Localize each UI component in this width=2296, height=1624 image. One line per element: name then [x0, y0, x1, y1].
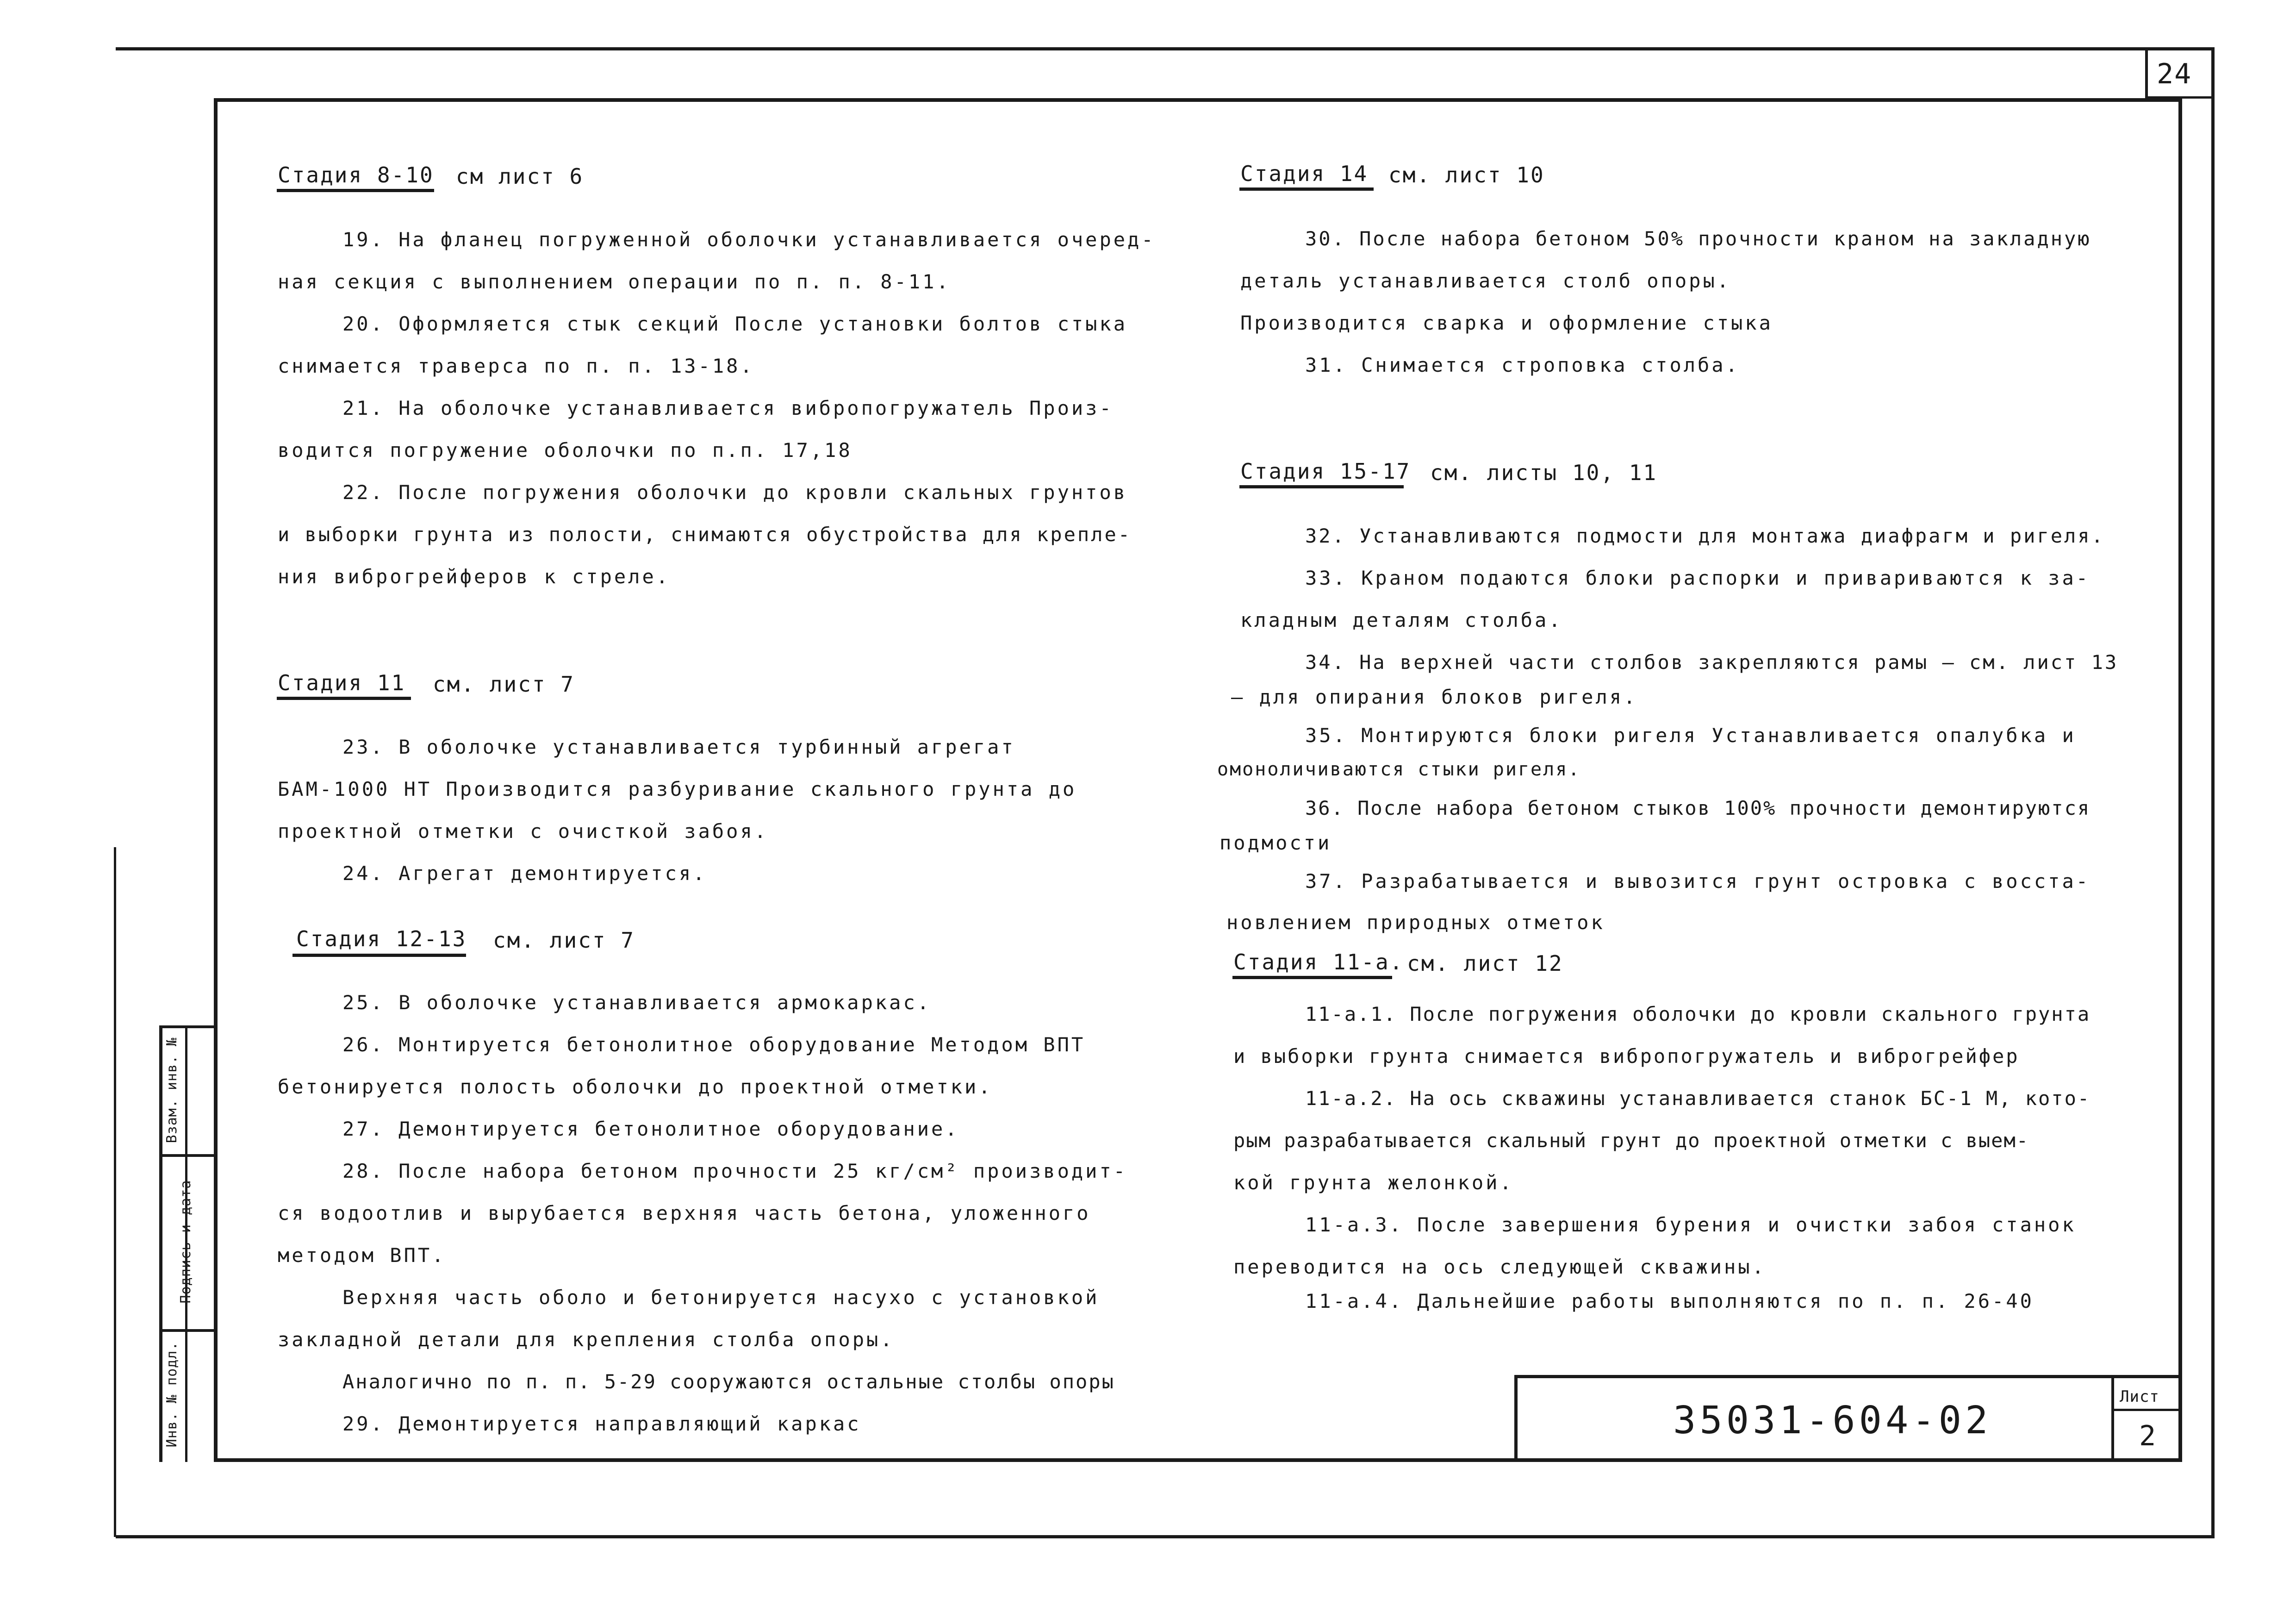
left-margin-line — [114, 847, 116, 1537]
stage-11-line: БАМ-1000 НТ Производится разбуривание скального грунта до — [278, 778, 1077, 800]
stage-11a-line: 11-а.3. После завершения бурения и очистки забоя станок — [1305, 1213, 2076, 1236]
stage-11a-line: 11-а.1. После погружения оболочки до кровли скального грунта — [1305, 1003, 2091, 1025]
right-border-line — [2211, 47, 2215, 1538]
stage-12-13-line: закладной детали для крепления столба опоры. — [278, 1328, 895, 1351]
stage-11-line: 23. В оболочке устанавливается турбинный агрегат — [342, 736, 1015, 758]
stage-11-title: Стадия 11 — [278, 670, 406, 695]
stage-12-13-line: ся водоотлив и вырубается верхняя часть бетона, уложенного — [278, 1202, 1091, 1224]
stage-12-13-line: 26. Монтируется бетонолитное оборудование Методом ВПТ — [342, 1033, 1086, 1056]
title-block-sheet-row — [2111, 1409, 2182, 1411]
stage-15-17-ref: см. листы 10, 11 — [1430, 460, 1658, 485]
stage-14-underline — [1239, 187, 1374, 191]
stage-8-10-line: водится погружение оболочки по п.п. 17,18 — [278, 439, 852, 462]
top-border-line — [116, 47, 2215, 50]
stage-15-17-line: 34. На верхней части столбов закрепляются рамы – см. лист 13 — [1305, 651, 2119, 674]
stage-15-17-line: 32. Устанавливаются подмости для монтажа диафрагм и ригеля. — [1305, 525, 2105, 547]
stage-12-13-line: 29. Демонтируется направляющий каркас — [342, 1412, 861, 1435]
stage-12-13-line: бетонируется полость оболочки до проектной отметки. — [278, 1075, 993, 1098]
stage-11a-ref: см. лист 12 — [1407, 951, 1563, 976]
stage-15-17-line: подмости — [1220, 831, 1332, 854]
stage-15-17-line: 37. Разрабатывается и вывозится грунт островка с восста- — [1305, 870, 2091, 893]
stage-11a-title: Стадия 11-а. — [1233, 949, 1404, 974]
sheet-number: 2 — [2139, 1420, 2156, 1452]
stamp-replaced-inventory: Взам. инв. № — [164, 1037, 180, 1143]
stage-15-17-line: 35. Монтируются блоки ригеля Устанавливается опалубка и — [1305, 724, 2076, 747]
stamp-outer-left — [159, 1025, 162, 1462]
stage-15-17-line: 33. Краном подаются блоки распорки и привариваются к за- — [1305, 567, 2091, 589]
title-block-sheet-divider — [2111, 1375, 2114, 1462]
stage-12-13-line: методом ВПТ. — [278, 1244, 446, 1267]
stage-11a-underline — [1232, 976, 1392, 979]
stage-15-17-title: Стадия 15-17 — [1240, 459, 1411, 484]
title-block-top — [1514, 1375, 2182, 1378]
stage-12-13-line: 25. В оболочке устанавливается армокаркас. — [342, 991, 932, 1014]
stage-12-13-title: Стадия 12-13 — [296, 926, 467, 951]
bottom-border-line — [116, 1535, 2215, 1538]
stage-15-17-line: новлением природных отметок — [1226, 911, 1605, 934]
stage-11a-line: кой грунта желонкой. — [1233, 1171, 1514, 1194]
stage-8-10-line: 19. На фланец погруженной оболочки устанавливается очеред- — [342, 228, 1156, 251]
stage-12-13-line: 27. Демонтируется бетонолитное оборудование. — [342, 1118, 959, 1140]
stage-11a-line: переводится на ось следующей скважины. — [1233, 1255, 1766, 1278]
stage-8-10-line: 21. На оболочке устанавливается вибропогружатель Произ- — [342, 397, 1114, 419]
title-block-left — [1514, 1375, 1518, 1462]
stage-8-10-ref: см лист 6 — [456, 164, 584, 189]
stage-8-10-underline — [277, 189, 434, 192]
stage-11a-line: 11-а.4. Дальнейшие работы выполняются по п. п. 26-40 — [1305, 1290, 2034, 1312]
stage-11-ref: см. лист 7 — [433, 672, 575, 697]
stage-12-13-underline — [292, 954, 466, 957]
stage-8-10-line: 20. Оформляется стык секций После установки болтов стыка — [342, 312, 1128, 335]
stage-15-17-line: омоноличиваются стыки ригеля. — [1217, 759, 1581, 780]
stage-12-13-line: Верхняя часть оболо и бетонируется насухо с установкой — [342, 1286, 1100, 1309]
stage-11-underline — [277, 697, 411, 700]
stage-11a-line: и выборки грунта снимается вибропогружатель и виброгрейфер — [1233, 1045, 2020, 1068]
stage-14-line: Производится сварка и оформление стыка — [1240, 312, 1773, 334]
stage-14-line: 31. Снимается строповка столба. — [1305, 354, 1740, 376]
stage-8-10-line: и выборки грунта из полости, снимаются обустройства для крепле- — [278, 523, 1132, 546]
document-code: 35031-604-02 — [1673, 1399, 1992, 1443]
sheet-label: Лист — [2120, 1387, 2159, 1406]
stage-11a-line: рым разрабатывается скальный грунт до проектной отметки с выем- — [1233, 1129, 2029, 1152]
stage-14-ref: см. лист 10 — [1388, 162, 1545, 187]
stage-14-line: 30. После набора бетоном 50% прочности краном на закладную — [1305, 227, 2091, 250]
stamp-inventory-number: Инв. № подл. — [164, 1341, 180, 1448]
stage-11-line: проектной отметки с очисткой забоя. — [278, 820, 769, 843]
stage-8-10-line: ния виброгрейферов к стреле. — [278, 565, 671, 588]
page-number-divider — [2145, 47, 2148, 98]
stage-11a-line: 11-а.2. На ось скважины устанавливается станок БС-1 М, кото- — [1305, 1087, 2091, 1110]
page-number: 24 — [2157, 58, 2192, 90]
stage-11-line: 24. Агрегат демонтируется. — [342, 862, 707, 885]
stage-15-17-line: кладным деталям столба. — [1240, 609, 1563, 631]
stage-8-10-line: снимается траверса по п. п. 13-18. — [278, 355, 754, 377]
stage-12-13-ref: см. лист 7 — [493, 928, 635, 953]
stage-15-17-line: 36. После набора бетоном стыков 100% прочности демонтируются — [1305, 797, 2091, 819]
stage-14-line: деталь устанавливается столб опоры. — [1240, 269, 1731, 292]
stamp-signature-date: Подпись и дата — [178, 1180, 194, 1304]
stage-15-17-underline — [1239, 485, 1404, 488]
stage-12-13-line: Аналогично по п. п. 5-29 сооружаются остальные столбы опоры — [342, 1370, 1115, 1393]
stage-15-17-line: – для опирания блоков ригеля. — [1231, 686, 1638, 708]
stage-8-10-title: Стадия 8-10 — [278, 162, 434, 187]
stage-8-10-line: ная секция с выполнением операции по п. п. 8-11. — [278, 270, 951, 293]
stage-12-13-line: 28. После набора бетоном прочности 25 кг/см² производит- — [342, 1160, 1128, 1182]
stage-8-10-line: 22. После погружения оболочки до кровли скальных грунтов — [342, 481, 1128, 504]
stage-14-title: Стадия 14 — [1240, 161, 1369, 186]
